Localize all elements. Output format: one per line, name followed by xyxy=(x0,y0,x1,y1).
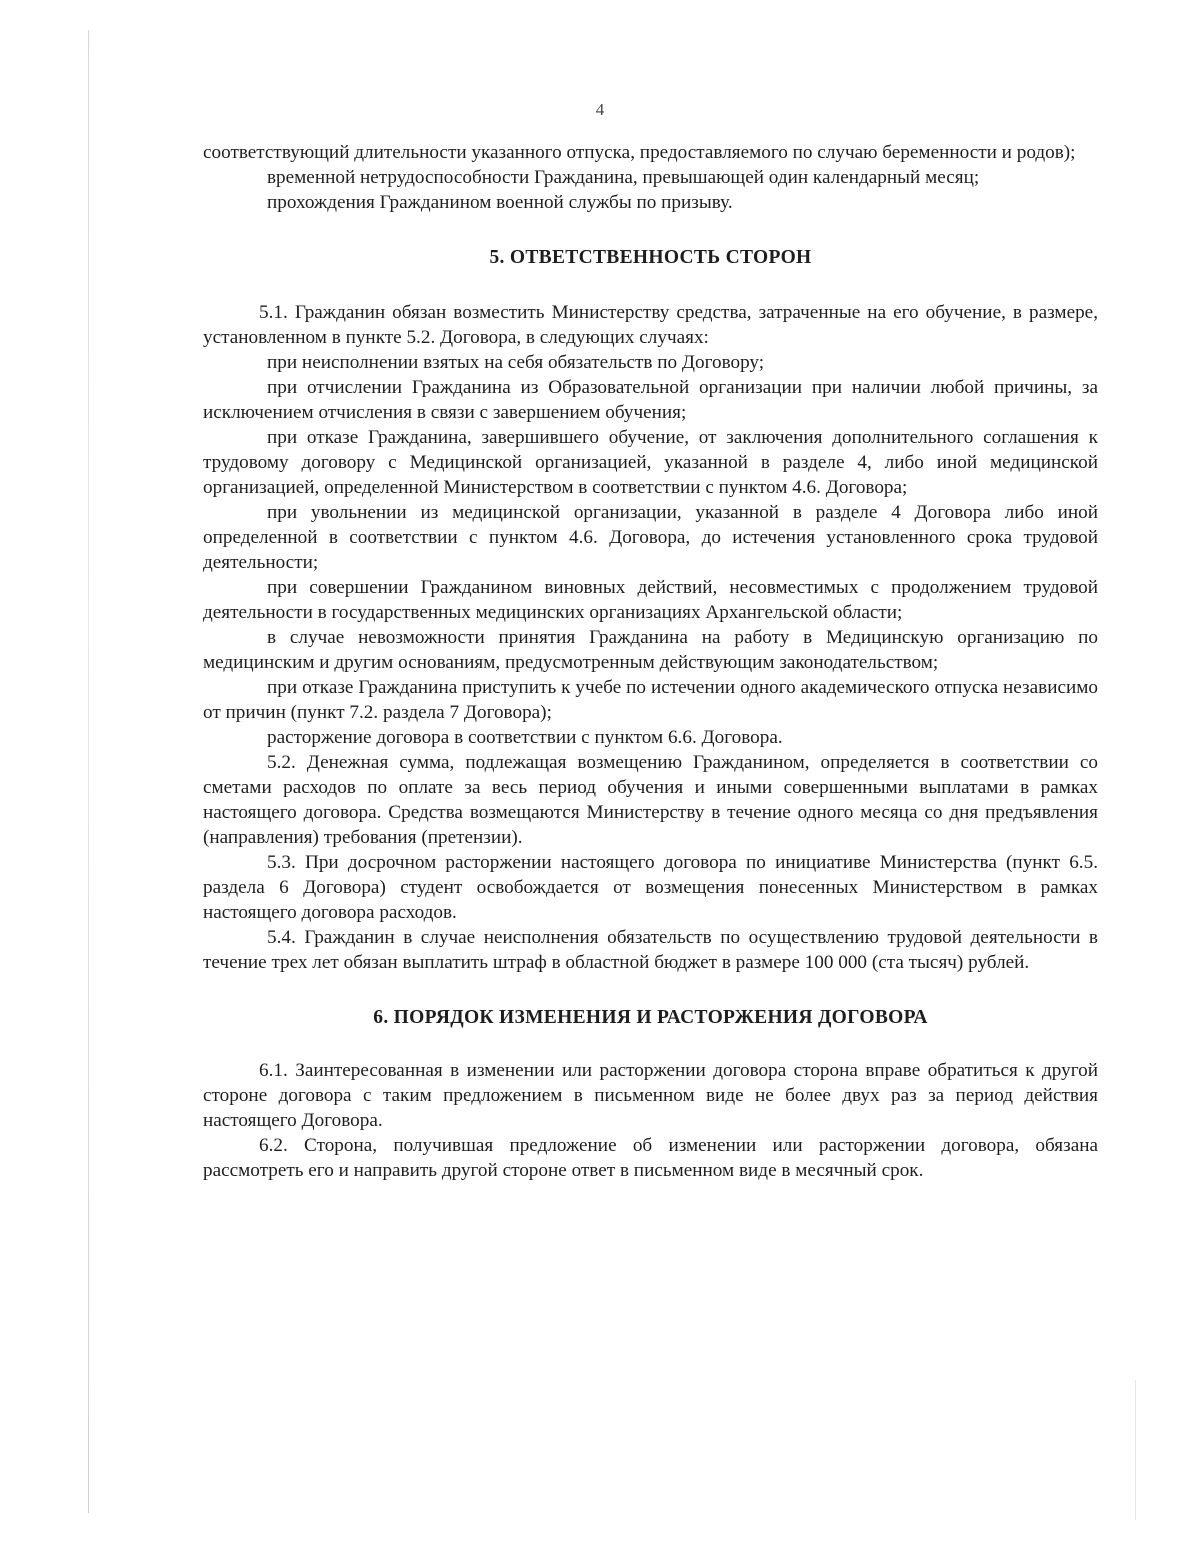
section-5-title: 5. ОТВЕТСТВЕННОСТЬ СТОРОН xyxy=(489,247,812,268)
clause-5-4: 5.4. Гражданин в случае неисполнения обязательств по осуществлению трудовой деятельности в течение трех лет обязан выплатить штраф в областной бюджет в размере 100 000 (ста тысяч) рублей. xyxy=(203,927,1098,973)
scan-edge-line-right xyxy=(1135,1380,1136,1520)
case-item: расторжение договора в соответствии с пунктом 6.6. Договора. xyxy=(267,727,783,748)
intro-paragraph-1: соответствующий длительности указанного отпуска, предоставляемого по случаю беременности и родов); xyxy=(203,142,1076,163)
clause-5-2: 5.2. Денежная сумма, подлежащая возмещению Гражданином, определяется в соответствии со сметами расходов по оплате за весь период обучения и иными совершенными выплатами в рамках настоящего договора. Средства возмещаются Министерству в течение одного месяца со дня предъявления (направления) требования (претензии). xyxy=(203,752,1098,848)
clause-6-1: 6.1. Заинтересованная в изменении или расторжении договора сторона вправе обратиться к другой стороне договора с таким предложением в письменном виде не более двух раз за период действия настоящего Договора. xyxy=(203,1060,1098,1131)
clause-6-2: 6.2. Сторона, получившая предложение об изменении или расторжении договора, обязана рассмотреть его и направить другой стороне ответ в письменном виде в месячный срок. xyxy=(203,1135,1098,1181)
case-item: при неисполнении взятых на себя обязательств по Договору; xyxy=(267,352,765,373)
page-number: 4 xyxy=(595,100,605,119)
scan-edge-line xyxy=(88,30,89,1513)
case-item: при отказе Гражданина, завершившего обучение, от заключения дополнительного соглашения к трудовому договору с Медицинской организацией, указанной в разделе 4, либо иной медицинской организацией, определенной Министерством в соответствии с пунктом 4.6. Договора; xyxy=(203,427,1098,498)
case-item: при совершении Гражданином виновных действий, несовместимых с продолжением трудовой деятельности в государственных медицинских организациях Архангельской области; xyxy=(203,577,1098,623)
case-item: при увольнении из медицинской организации, указанной в разделе 4 Договора либо иной определенной в соответствии с пунктом 4.6. Договора, до истечения установленного срока трудовой деятельности; xyxy=(203,502,1098,573)
case-item: при отчислении Гражданина из Образовательной организации при наличии любой причины, за исключением отчисления в связи с завершением обучения; xyxy=(203,377,1098,423)
intro-paragraph-2: временной нетрудоспособности Гражданина, превышающей один календарный месяц; xyxy=(267,167,980,188)
case-item: при отказе Гражданина приступить к учебе по истечении одного академического отпуска независимо от причин (пункт 7.2. раздела 7 Договора); xyxy=(203,677,1098,723)
intro-paragraph-3: прохождения Гражданином военной службы по призыву. xyxy=(267,192,733,213)
document-body xyxy=(203,140,1098,1183)
clause-5-1: 5.1. Гражданин обязан возместить Министерству средства, затраченные на его обучение, в размере, установленном в пункте 5.2. Договора, в следующих случаях: xyxy=(203,302,1098,348)
section-6-title: 6. ПОРЯДОК ИЗМЕНЕНИЯ И РАСТОРЖЕНИЯ ДОГОВОРА xyxy=(373,1007,928,1028)
case-item: в случае невозможности принятия Гражданина на работу в Медицинскую организацию по медицинским и другим основаниям, предусмотренным действующим законодательством; xyxy=(203,627,1098,673)
clause-5-3: 5.3. При досрочном расторжении настоящего договора по инициативе Министерства (пункт 6.5. раздела 6 Договора) студент освобождается от возмещения понесенных Министерством в рамках настоящего договора расходов. xyxy=(203,852,1098,923)
